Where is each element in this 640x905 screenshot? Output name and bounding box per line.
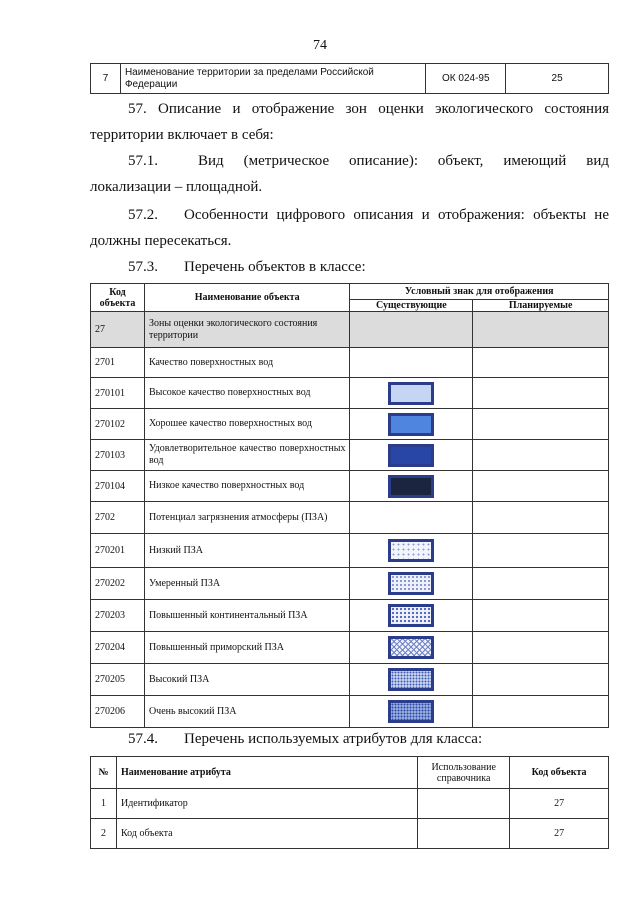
object-name: Удовлетворительное качество поверхностных вод [144, 440, 350, 471]
existing-symbol-cell [350, 348, 473, 378]
table-row [91, 600, 609, 632]
object-name: Низкий ПЗА [144, 534, 350, 568]
existing-symbol-cell [350, 378, 473, 409]
object-name: Потенциал загрязнения атмосферы (ПЗА) [144, 502, 350, 534]
object-name: Высокий ПЗА [144, 664, 350, 696]
paragraph-label: 57.4. [128, 731, 158, 747]
existing-symbol-cell [350, 664, 473, 696]
object-name: Очень высокий ПЗА [144, 696, 350, 728]
object-code: 2702 [91, 502, 145, 534]
object-code: 270103 [91, 440, 145, 471]
attr-num: 1 [91, 789, 117, 819]
planned-symbol-cell [473, 696, 609, 728]
paragraph-label: 57.3. [128, 259, 158, 275]
header-planned: Планируемые [473, 300, 609, 312]
attr-name: Код объекта [116, 819, 417, 849]
table-row [91, 568, 609, 600]
header-num: № [91, 757, 117, 789]
table-row [91, 502, 609, 534]
object-name: Качество поверхностных вод [144, 348, 350, 378]
table-row [91, 348, 609, 378]
header-name: Наименование объекта [144, 284, 350, 312]
legend-swatch [388, 604, 434, 627]
table-row [91, 534, 609, 568]
attr-code: 27 [510, 789, 609, 819]
row-value: 25 [506, 64, 609, 94]
table-row [91, 378, 609, 409]
table-row [91, 789, 609, 819]
page-number: 74 [313, 38, 327, 53]
object-name: Хорошее качество поверхностных вод [144, 409, 350, 440]
table-row [91, 664, 609, 696]
object-name: Низкое качество поверхностных вод [144, 471, 350, 502]
object-code: 270201 [91, 534, 145, 568]
table-row [91, 409, 609, 440]
legend-swatch [388, 475, 434, 498]
paragraph-57-3 [90, 254, 609, 280]
paragraph-text: Вид (метрическое описание): объект, имеющий вид локализации – площадной. [90, 153, 609, 195]
planned-symbol-cell [473, 440, 609, 471]
paragraph-57: 57. Описание и отображение зон оценки экологического состояния территории включает в себя: [90, 101, 609, 143]
object-name: Повышенный континентальный ПЗА [144, 600, 350, 632]
planned-symbol-cell [473, 312, 609, 348]
header-code: Код объекта [91, 284, 145, 312]
existing-symbol-cell [350, 632, 473, 664]
existing-symbol-cell [350, 409, 473, 440]
legend-swatch [388, 382, 434, 405]
attr-ref [418, 819, 510, 849]
objects-table-body [91, 312, 609, 728]
legend-swatch [388, 668, 434, 691]
row-number: 7 [91, 64, 121, 94]
object-code: 270204 [91, 632, 145, 664]
object-code: 270101 [91, 378, 145, 409]
existing-symbol-cell [350, 471, 473, 502]
planned-symbol-cell [473, 348, 609, 378]
planned-symbol-cell [473, 534, 609, 568]
legend-swatch [388, 413, 434, 436]
existing-symbol-cell [350, 534, 473, 568]
table-row [91, 632, 609, 664]
legend-swatch [388, 444, 434, 467]
planned-symbol-cell [473, 471, 609, 502]
object-name: Высокое качество поверхностных вод [144, 378, 350, 409]
existing-symbol-cell [350, 568, 473, 600]
table-row [91, 312, 609, 348]
objects-table [90, 283, 609, 728]
row-name: Наименование территории за пределами Российской Федерации [120, 64, 425, 94]
object-code: 270203 [91, 600, 145, 632]
existing-symbol-cell [350, 440, 473, 471]
planned-symbol-cell [473, 664, 609, 696]
object-code: 270206 [91, 696, 145, 728]
object-code: 2701 [91, 348, 145, 378]
object-name: Зоны оценки экологического состояния территории [144, 312, 350, 348]
object-code: 270205 [91, 664, 145, 696]
existing-symbol-cell [350, 312, 473, 348]
attr-code: 27 [510, 819, 609, 849]
legend-swatch [388, 572, 434, 595]
existing-symbol-cell [350, 502, 473, 534]
paragraph-label: 57.2. [128, 207, 158, 223]
paragraph-57-4 [90, 726, 609, 752]
existing-symbol-cell [350, 600, 473, 632]
row-classifier: ОК 024-95 [426, 64, 506, 94]
table-row [91, 696, 609, 728]
object-code: 270104 [91, 471, 145, 502]
paragraph-57-2 [90, 202, 609, 254]
planned-symbol-cell [473, 409, 609, 440]
paragraph-text: Перечень используемых атрибутов для класса: [184, 731, 483, 747]
table-row [91, 64, 609, 94]
attr-ref [418, 789, 510, 819]
header-attr-name: Наименование атрибута [116, 757, 417, 789]
object-code: 270202 [91, 568, 145, 600]
planned-symbol-cell [473, 568, 609, 600]
table-row [91, 440, 609, 471]
header-attr-code: Код объекта [510, 757, 609, 789]
attr-num: 2 [91, 819, 117, 849]
object-code: 27 [91, 312, 145, 348]
table-row [91, 471, 609, 502]
paragraph-57-1 [90, 148, 609, 200]
header-existing: Существующие [350, 300, 473, 312]
legend-swatch [388, 700, 434, 723]
header-symbol: Условный знак для отображения [350, 284, 609, 300]
header-row [91, 284, 609, 300]
object-name: Повышенный приморский ПЗА [144, 632, 350, 664]
existing-symbol-cell [350, 696, 473, 728]
legend-swatch [388, 636, 434, 659]
attributes-table [90, 756, 609, 849]
planned-symbol-cell [473, 600, 609, 632]
planned-symbol-cell [473, 378, 609, 409]
continuation-table [90, 63, 609, 94]
object-name: Умеренный ПЗА [144, 568, 350, 600]
header-ref: Использование справочника [418, 757, 510, 789]
header-row [91, 757, 609, 789]
table-row [91, 819, 609, 849]
object-code: 270102 [91, 409, 145, 440]
paragraph-text: Перечень объектов в классе: [184, 259, 366, 275]
paragraph-text: Особенности цифрового описания и отображения: объекты не должны пересекаться. [90, 207, 609, 249]
paragraph-label: 57.1. [128, 153, 158, 169]
legend-swatch [388, 539, 434, 562]
attr-name: Идентификатор [116, 789, 417, 819]
planned-symbol-cell [473, 632, 609, 664]
planned-symbol-cell [473, 502, 609, 534]
